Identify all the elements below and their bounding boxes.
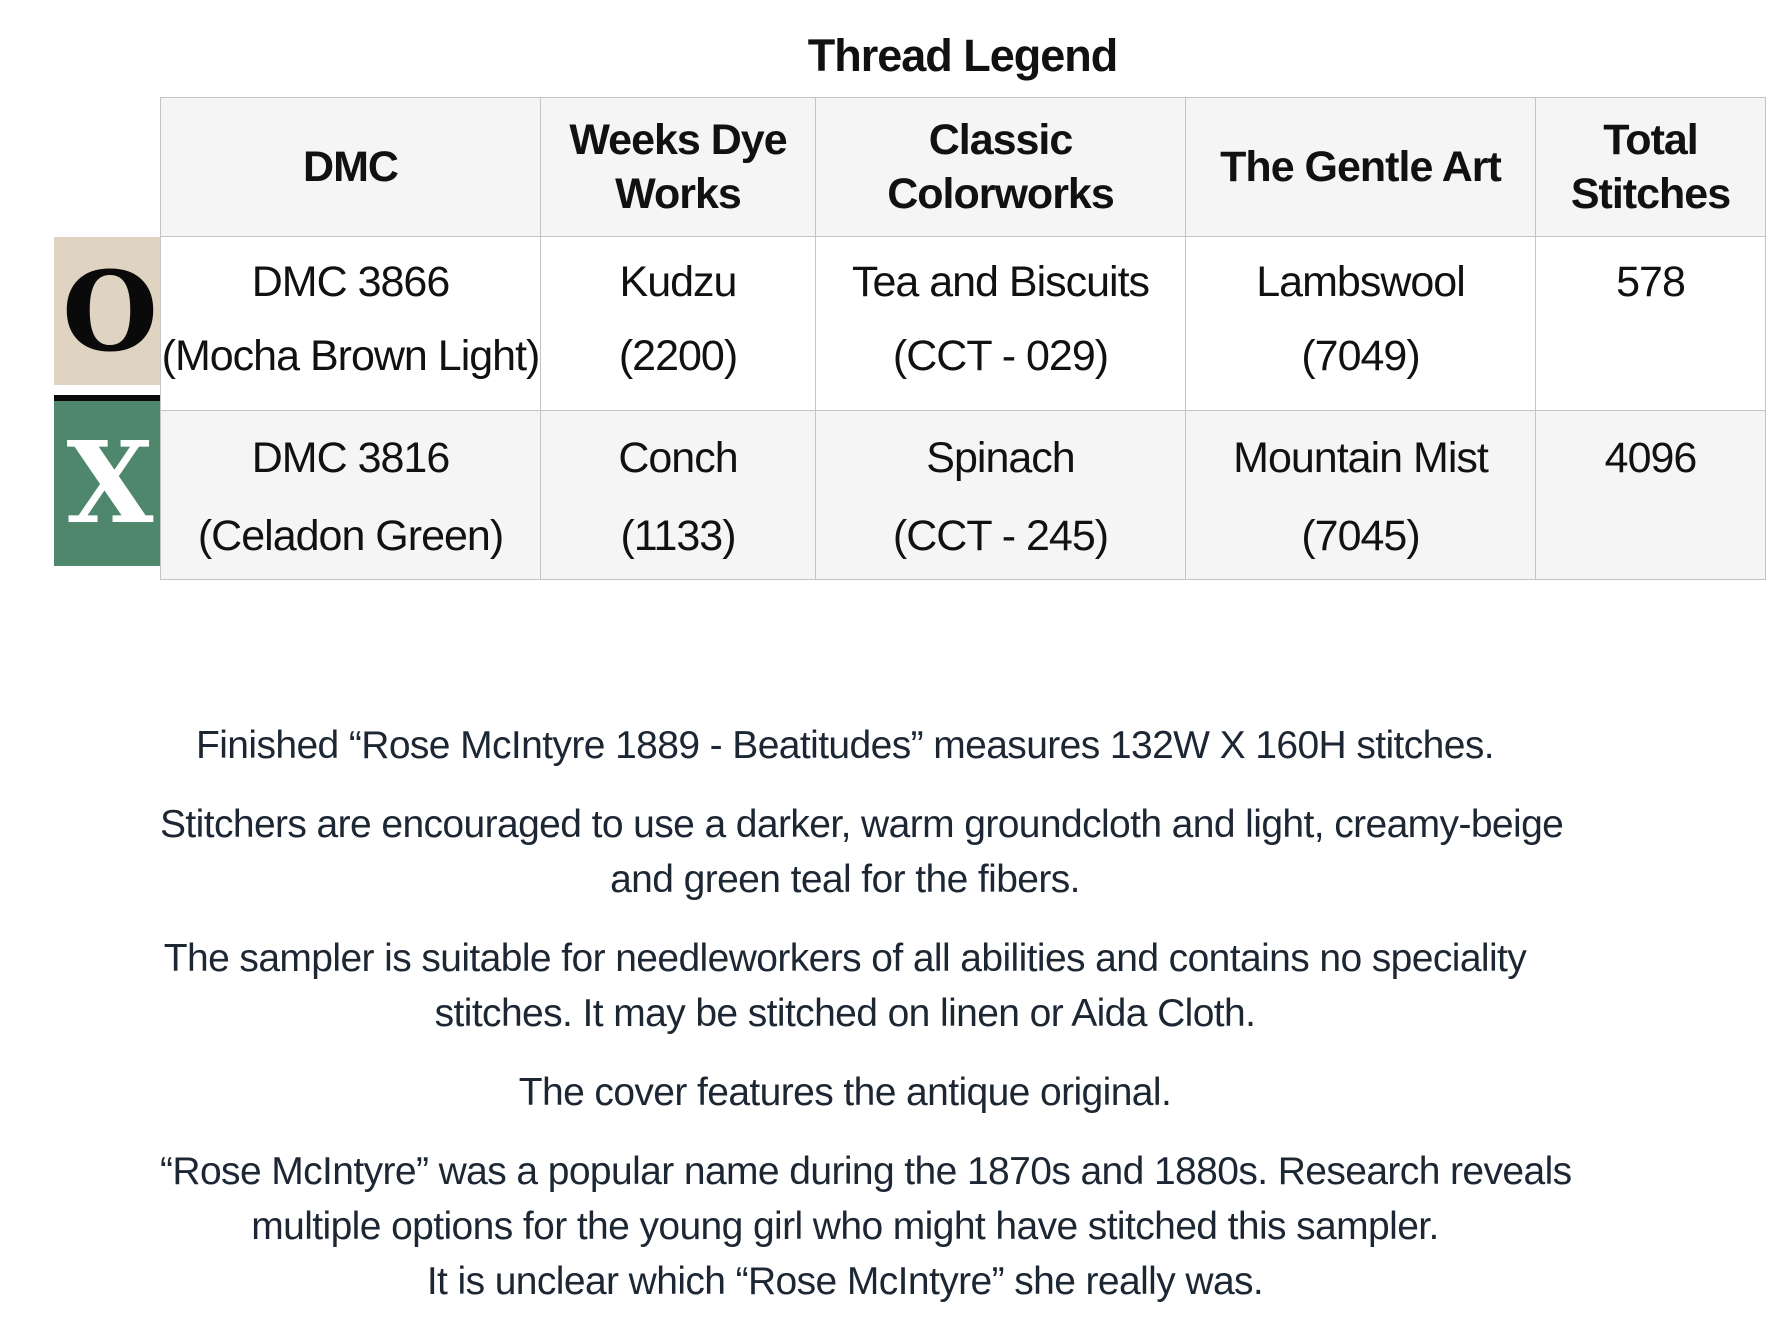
cell-total: [1536, 411, 1766, 580]
cell-gentle: [1186, 411, 1536, 580]
note-cover-text: The cover features the antique original.: [518, 1071, 1172, 1114]
weeks-code: (1133): [620, 512, 736, 560]
note-suitability: [160, 931, 1530, 1041]
note-fabric: [160, 797, 1564, 907]
header-classic-line2: Colorworks: [887, 170, 1114, 218]
cell-classic: [816, 237, 1186, 411]
note-history-line1: “Rose McIntyre” was a popular name during the 1870s and 1880s. Research reveals: [160, 1150, 1572, 1193]
note-suitability-line1: The sampler is suitable for needleworkers of all abilities and contains no speciality: [163, 937, 1527, 980]
dmc-name: (Celadon Green): [197, 512, 504, 560]
cell-total: [1536, 237, 1766, 411]
total-stitches: 578: [1616, 258, 1685, 306]
header-total-line2: Stitches: [1570, 170, 1731, 218]
header-row: [161, 98, 1766, 237]
gentle-code: (7049): [1301, 332, 1420, 380]
symbol-x-swatch: [54, 401, 166, 566]
dmc-code: DMC 3816: [251, 434, 450, 482]
note-fabric-line1: Stitchers are encouraged to use a darker, warm groundcloth and light, creamy-beige: [160, 803, 1564, 846]
cell-gentle: [1186, 237, 1536, 411]
header-total-line1: Total: [1603, 116, 1698, 164]
header-gentle-art: [1186, 98, 1536, 237]
header-classic-line1: Classic: [928, 116, 1073, 164]
legend-title: Thread Legend: [807, 30, 1118, 81]
header-dmc: [161, 98, 541, 237]
cell-dmc: [161, 411, 541, 580]
gentle-code: (7045): [1301, 512, 1420, 560]
cell-classic: [816, 411, 1186, 580]
header-gentle-label: The Gentle Art: [1220, 143, 1501, 191]
table-row: [161, 237, 1766, 411]
symbol-x-glyph: X: [66, 418, 154, 549]
header-total-stitches: [1536, 98, 1766, 237]
note-dimensions: [160, 718, 1530, 773]
total-stitches: 4096: [1604, 434, 1697, 482]
weeks-name: Conch: [618, 434, 738, 482]
classic-name: Tea and Biscuits: [851, 258, 1150, 306]
header-classic-colorworks: [816, 98, 1186, 237]
gentle-name: Lambswool: [1256, 258, 1465, 306]
header-weeks-line2: Works: [615, 170, 741, 218]
weeks-code: (2200): [618, 332, 738, 380]
note-dimensions-text: Finished “Rose McIntyre 1889 - Beatitudes” measures 132W X 160H stitches.: [196, 724, 1494, 767]
note-suitability-line2: stitches. It may be stitched on linen or Aida Cloth.: [434, 992, 1256, 1035]
cell-dmc: [161, 237, 541, 411]
thread-legend-table: [160, 97, 1766, 580]
header-weeks-dye-works: [541, 98, 816, 237]
classic-code: (CCT - 029): [892, 332, 1109, 380]
header-dmc-label: DMC: [303, 143, 398, 191]
classic-code: (CCT - 245): [892, 512, 1109, 560]
classic-name: Spinach: [926, 434, 1075, 482]
cell-weeks: [541, 237, 816, 411]
note-history: [160, 1144, 1572, 1309]
note-fabric-line2: and green teal for the fibers.: [610, 858, 1080, 901]
gentle-name: Mountain Mist: [1233, 434, 1488, 482]
dmc-name: (Mocha Brown Light): [161, 332, 540, 380]
dmc-code: DMC 3866: [251, 258, 450, 306]
weeks-name: Kudzu: [619, 258, 737, 306]
symbol-o-swatch: [54, 237, 166, 385]
cell-weeks: [541, 411, 816, 580]
symbol-o-glyph: O: [62, 246, 158, 376]
note-history-line3: It is unclear which “Rose McIntyre” she really was.: [426, 1260, 1264, 1303]
header-weeks-line1: Weeks Dye: [569, 116, 787, 164]
pattern-notes: [160, 718, 1572, 1333]
note-history-line2: multiple options for the young girl who might have stitched this sampler.: [251, 1205, 1439, 1248]
note-cover: [160, 1065, 1530, 1120]
table-row: [161, 411, 1766, 580]
